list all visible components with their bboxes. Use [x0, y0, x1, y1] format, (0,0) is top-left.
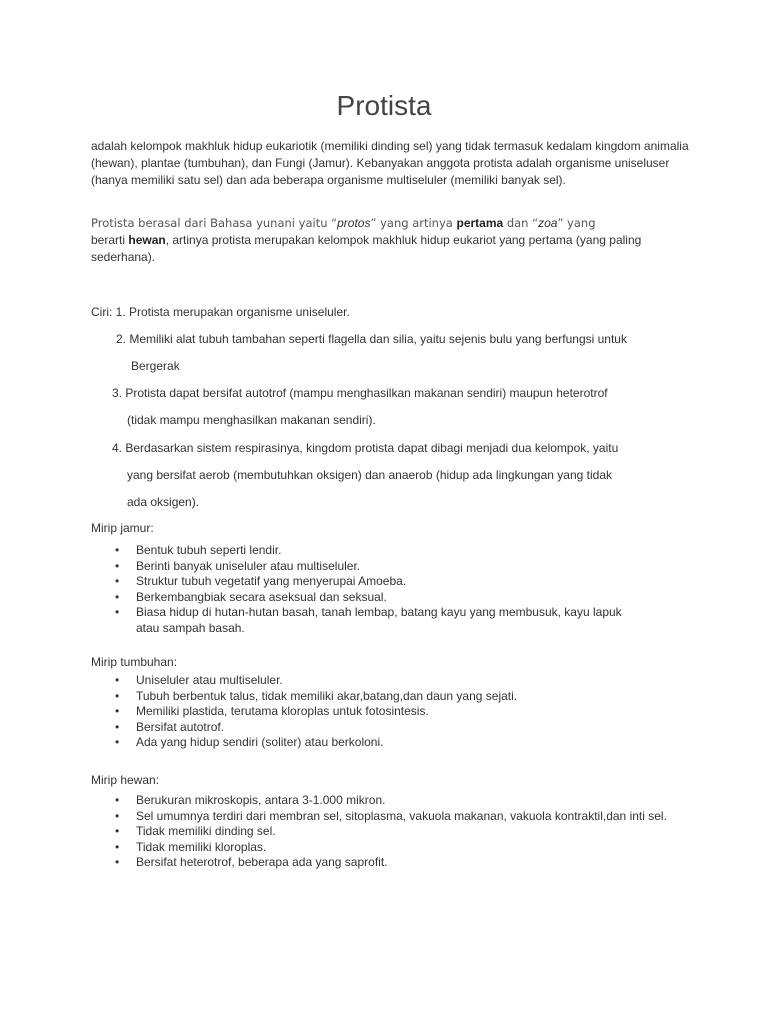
list-item: • Tubuh berbentuk talus, tidak memiliki akar,batang,dan daun yang sejati.: [115, 688, 518, 703]
list-item: • Ada yang hidup sendiri (soliter) atau berkoloni.: [115, 735, 384, 749]
list-item: • Bersifat heterotrof, beberapa ada yang saprofit.: [115, 855, 388, 869]
ciri-line-4a: 4. Berdasarkan sistem respirasinya, kingdom protista dapat dibagi menjadi dua kelompok, yaitu: [112, 441, 619, 455]
list-item: • Sel umumnya terdiri dari membran sel, sitoplasma, vakuola makanan, vakuola kontraktil,dan inti sel.: [115, 808, 667, 823]
origin-hewan: hewan: [128, 233, 166, 247]
ciri-line-2b: Bergerak: [131, 359, 180, 373]
bullet-icon: •: [115, 574, 120, 588]
origin-text: , artinya protista merupakan kelompok makhluk hidup eukariot yang pertama (yang paling sederhana).: [91, 233, 642, 264]
ciri-line-4b: yang bersifat aerob (membutuhkan oksigen) dan anaerob (hidup ada lingkungan yang tidak: [127, 468, 612, 482]
bullet-icon: •: [115, 735, 120, 749]
bullet-icon: •: [115, 824, 120, 838]
bullet-icon: •: [115, 543, 120, 557]
bullet-icon: •: [115, 839, 120, 854]
list-item: • Biasa hidup di hutan-hutan basah, tanah lembap, batang kayu yang membusuk, kayu lapuk atau sampah basah.: [115, 605, 622, 635]
list-item: • Bentuk tubuh seperti lendir.: [115, 543, 282, 557]
heading-mirip-jamur: Mirip jamur:: [91, 521, 154, 535]
bullet-icon: •: [115, 808, 120, 823]
heading-mirip-hewan: Mirip hewan:: [91, 773, 160, 787]
bullet-icon: •: [115, 704, 120, 718]
origin-text: berarti: [91, 233, 129, 247]
origin-text: Protista berasal dari Bahasa yunani yaitu “: [91, 216, 338, 230]
list-mirip-tumbuhan: [91, 673, 691, 751]
list-mirip-hewan: [91, 793, 691, 871]
bullet-icon: •: [115, 688, 120, 703]
ciri-line-1: Ciri: 1. Protista merupakan organisme uniseluler.: [91, 305, 350, 319]
list-item: • Tidak memiliki kloroplas.: [115, 839, 267, 854]
list-item: • Memiliki plastida, terutama kloroplas untuk fotosintesis.: [115, 704, 429, 718]
heading-mirip-tumbuhan: Mirip tumbuhan:: [91, 655, 178, 669]
list-item: • Bersifat autotrof.: [115, 719, 225, 734]
list-item: • Uniseluler atau multiseluler.: [115, 673, 283, 687]
ciri-line-4c: ada oksigen).: [127, 495, 200, 509]
origin-text: ” yang: [557, 216, 596, 230]
bullet-icon: •: [115, 719, 120, 734]
page-title: Protista: [336, 90, 432, 121]
list-item: • Berinti banyak uniseluler atau multiseluler.: [115, 558, 361, 573]
origin-paragraph: [91, 215, 691, 266]
list-item: • Struktur tubuh vegetatif yang menyerupai Amoeba.: [115, 574, 407, 588]
origin-text: ” yang artinya: [370, 216, 457, 230]
ciri-line-3b: (tidak mampu menghasilkan makanan sendiri).: [127, 413, 376, 427]
origin-protos: protos: [337, 216, 371, 230]
list-item: • Berukuran mikroskopis, antara 3-1.000 mikron.: [115, 793, 386, 807]
bullet-icon: •: [115, 673, 120, 687]
bullet-icon: •: [115, 605, 120, 619]
origin-text: dan “: [503, 216, 539, 230]
ciri-line-2a: 2. Memiliki alat tubuh tambahan seperti flagella dan silia, yaitu sejenis bulu yang berfungsi untuk: [116, 332, 627, 346]
bullet-icon: •: [115, 589, 120, 604]
list-mirip-jamur: [91, 543, 691, 636]
intro-paragraph: adalah kelompok makhluk hidup eukariotik (memiliki dinding sel) yang tidak termasuk kedalam kingdom animalia (hewan), plantae (tumbuhan), dan Fungi (Jamur). Kebanyakan anggota protista adalah organisme uniseluser (hanya memiliki satu sel) dan ada beberapa organisme multiseluler (memiliki banyak sel).: [91, 139, 689, 187]
ciri-line-3a: 3. Protista dapat bersifat autotrof (mampu menghasilkan makanan sendiri) maupun heterotrof: [112, 386, 608, 400]
list-item: • Tidak memiliki dinding sel.: [115, 824, 276, 838]
origin-zoa: zoa: [538, 216, 558, 230]
list-item: • Berkembangbiak secara aseksual dan seksual.: [115, 589, 387, 604]
bullet-icon: •: [115, 793, 120, 807]
bullet-icon: •: [115, 558, 120, 573]
origin-pertama: pertama: [456, 216, 504, 230]
bullet-icon: •: [115, 855, 120, 869]
